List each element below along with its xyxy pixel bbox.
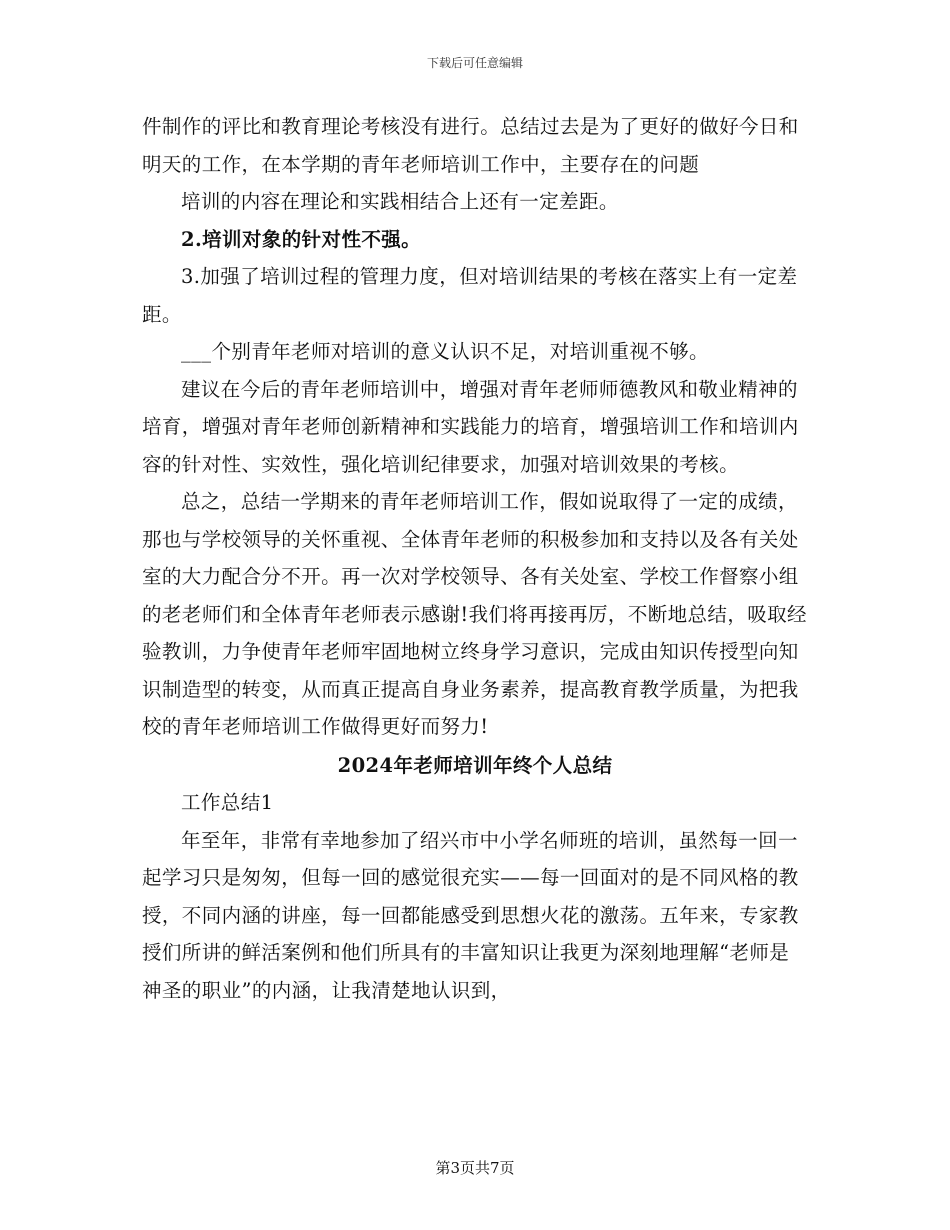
page-header: 下载后可任意编辑 [426,56,523,70]
page-footer: 第3页共7页 [435,1159,515,1177]
paragraph-conclusion: 总之，总结一学期来的青年老师培训工作，假如说取得了一定的成绩，那也与学校领导的关怀重视、全体青年老师的积极参加和支持以及各有关处室的大力配合分不开。再一次对学校领导、各有关处室、学校工作督察小组的老老师们和全体青年老师表示感谢!我们将再接再厉，不断地总结，吸取经验教训，力争使青年老师牢固地树立终身学习意识，完成由知识传授型向知识制造型的转变，从而真正提高自身业务素养，提高教育教学质量，为把我校的青年老师培训工作做得更好而努力! [142,490,807,738]
paragraph-continuation: 件制作的评比和教育理论考核没有进行。总结过去是为了更好的做好今日和明天的工作，在本学期的青年老师培训工作中，主要存在的问题 [142,115,799,176]
paragraph-suggestion: 建议在今后的青年老师培训中，增强对青年老师师德教风和敬业精神的培育，增强对青年老师创新精神和实践能力的培育，增强培训工作和培训内容的针对性、实效性，强化培训纪律要求，加强对培训效果的考核。 [142,377,799,476]
document-body [142,108,808,1009]
section-title: 2024年老师培训年终个人总结 [337,753,613,777]
paragraph-point-4: ___个别青年老师对培训的意义认识不足，对培训重视不够。 [181,340,709,363]
paragraph-point-3: 3.加强了培训过程的管理力度，但对培训结果的考核在落实上有一定差距。 [142,265,798,326]
section-body: 年至年，非常有幸地参加了绍兴市中小学名师班的培训，虽然每一回一起学习只是匆匆，但每一回的感觉很充实——每一回面对的是不同风格的教授，不同内涵的讲座，每一回都能感受到思想火花的激荡。五年来，专家教授们所讲的鲜活案例和他们所具有的丰富知识让我更为深刻地理解“老师是神圣的职业”的内涵，让我清楚地认识到， [142,828,799,1002]
section-subtitle: 工作总结1 [181,791,274,814]
paragraph-point-2: 2.培训对象的针对性不强。 [181,227,422,251]
paragraph-point-1: 培训的内容在理论和实践相结合上还有一定差距。 [181,190,619,213]
